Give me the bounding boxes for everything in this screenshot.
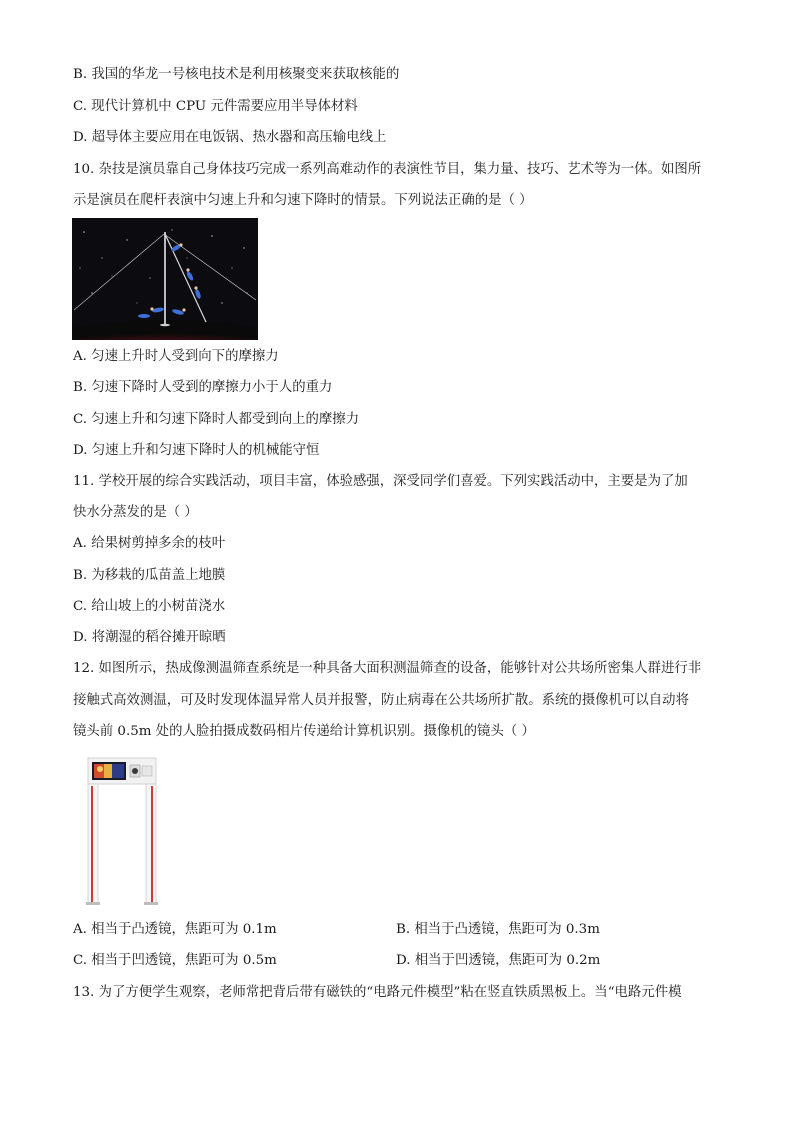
q10-stem-line-1: 10. 杂技是演员靠自己身体技巧完成一系列高难动作的表演性节目，集力量、技巧、艺术等为一体。如图所 xyxy=(73,162,702,177)
q12-stem-line-2: 接触式高效测温，可及时发现体温异常人员并报警，防止病毒在公共场所扩散。系统的摄像机可以自动将 xyxy=(73,693,689,708)
q10-option-a: A. 匀速上升时人受到向下的摩擦力 xyxy=(73,349,279,364)
q11-stem-line-2: 快水分蒸发的是（ ） xyxy=(73,505,198,520)
q11-stem-line-1: 11. 学校开展的综合实践活动，项目丰富，体验感强，深受同学们喜爱。下列实践活动中，主要是为了加 xyxy=(73,474,688,489)
q10-option-c: C. 匀速上升和匀速下降时人都受到向上的摩擦力 xyxy=(73,412,360,427)
q12-option-b: B. 相当于凸透镜，焦距可为 0.3m xyxy=(396,922,600,937)
q11-option-a: A. 给果树剪掉多余的枝叶 xyxy=(73,536,226,551)
q10-stem-line-2: 示是演员在爬杆表演中匀速上升和匀速下降时的情景。下列说法正确的是（ ） xyxy=(73,193,533,208)
q10-option-b: B. 匀速下降时人受到的摩擦力小于人的重力 xyxy=(73,380,333,395)
thermal-screening-gate-image xyxy=(82,756,162,906)
q12-stem-line-3: 镜头前 0.5m 处的人脸拍摄成数码相片传递给计算机识别。摄像机的镜头（ ） xyxy=(73,724,535,739)
q11-option-c: C. 给山坡上的小树苗浇水 xyxy=(73,599,226,614)
q13-stem-line-1: 13. 为了方便学生观察，老师常把背后带有磁铁的“电路元件模型”粘在竖直铁质黑板上。当“电路元件模 xyxy=(73,985,682,1000)
q11-option-b: B. 为移栽的瓜苗盖上地膜 xyxy=(73,568,226,583)
q11-option-d: D. 将潮湿的稻谷摊开晾晒 xyxy=(73,630,226,645)
q9-option-b: B. 我国的华龙一号核电技术是利用核聚变来获取核能的 xyxy=(73,67,400,82)
q9-option-d: D. 超导体主要应用在电饭锅、热水器和高压输电线上 xyxy=(73,130,387,145)
q12-option-c: C. 相当于凹透镜，焦距可为 0.5m xyxy=(73,953,277,968)
q12-stem-line-1: 12. 如图所示，热成像测温筛查系统是一种具备大面积测温筛查的设备，能够针对公共场所密集人群进行非 xyxy=(73,661,702,676)
q10-option-d: D. 匀速上升和匀速下降时人的机械能守恒 xyxy=(73,443,320,458)
q9-option-c: C. 现代计算机中 CPU 元件需要应用半导体材料 xyxy=(73,99,358,114)
q12-option-a: A. 相当于凸透镜，焦距可为 0.1m xyxy=(73,922,277,937)
acrobat-pole-photo xyxy=(72,218,258,340)
q12-option-d: D. 相当于凹透镜，焦距可为 0.2m xyxy=(396,953,601,968)
